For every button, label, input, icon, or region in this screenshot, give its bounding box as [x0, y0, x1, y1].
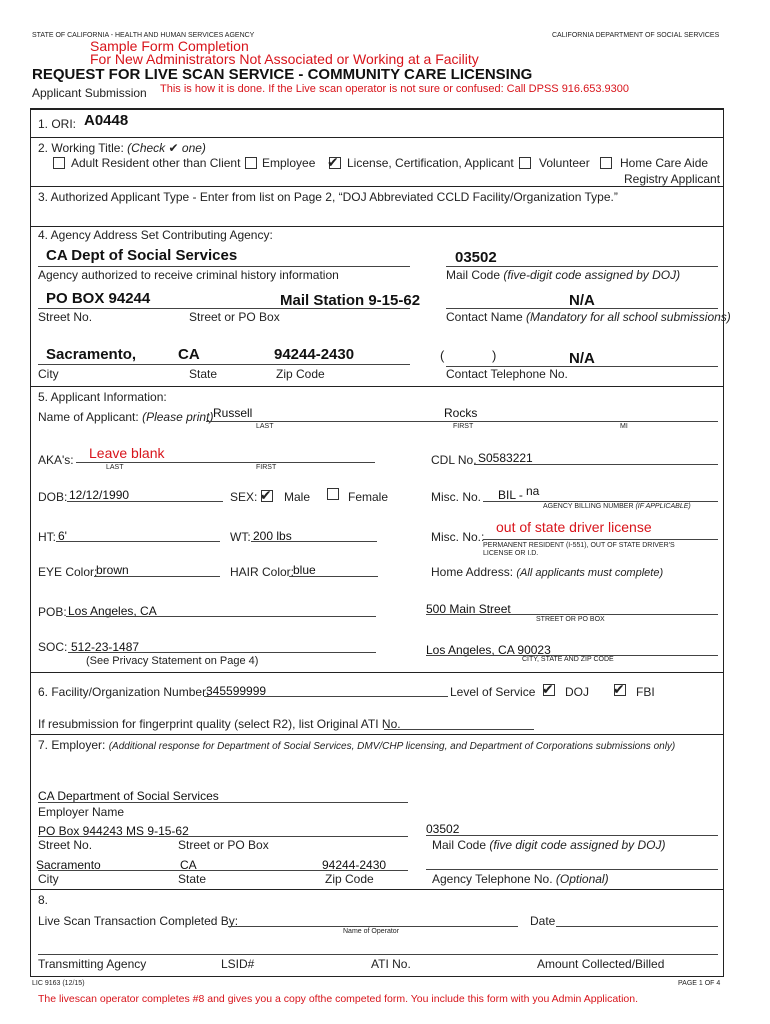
misc-billing-value[interactable]: na	[526, 484, 540, 498]
hair-line	[289, 576, 378, 577]
page-number: PAGE 1 OF 4	[678, 980, 721, 987]
divider	[30, 386, 723, 387]
option-license-applicant: License, Certification, Applicant	[347, 156, 514, 170]
employer-mail-code-line	[426, 835, 718, 836]
employer-zip-caption: Zip Code	[325, 872, 374, 886]
soc-line	[68, 652, 376, 653]
contact-name-line	[446, 308, 718, 309]
street-line	[38, 308, 410, 309]
ati-label: ATI No.	[371, 957, 411, 971]
city-line	[38, 364, 410, 365]
agency-name-caption: Agency authorized to receive criminal history information	[38, 268, 339, 282]
frame-right	[723, 108, 724, 976]
employer-zip-value[interactable]: 94244-2430	[322, 858, 387, 872]
checkbox-home-care-aide[interactable]	[600, 157, 612, 169]
divider	[30, 186, 723, 187]
phone-paren-open: (	[440, 348, 445, 363]
home-street-line	[426, 614, 718, 615]
operator-note: The livescan operator completes #8 and gives you a copy ofthe competed form. You include this form with you Admin Application.	[38, 993, 639, 1005]
amount-label: Amount Collected/Billed	[537, 957, 665, 971]
street-no-caption: Street No.	[38, 310, 93, 324]
cdl-line	[474, 464, 718, 465]
employer-mail-code-value[interactable]: 03502	[426, 822, 460, 836]
frame-left	[30, 108, 31, 976]
ori-label: 1. ORI:	[38, 117, 77, 131]
misc-billing-prefix: BIL -	[498, 488, 523, 502]
option-volunteer: Volunteer	[539, 156, 590, 170]
applicant-name-label: Name of Applicant: (Please print)	[38, 410, 214, 424]
pob-value[interactable]: Los Angeles, CA	[68, 604, 157, 618]
eye-line	[94, 576, 220, 577]
male-option: Male	[284, 490, 311, 504]
applicant-info-label: 5. Applicant Information:	[38, 390, 167, 404]
contact-phone-value[interactable]: N/A	[569, 350, 595, 367]
height-label: HT:	[38, 530, 56, 544]
employer-state-value[interactable]: CA	[180, 858, 197, 872]
agency-header-left: STATE OF CALIFORNIA - HEALTH AND HUMAN SERVICES AGENCY	[32, 32, 255, 39]
billing-number-caption: AGENCY BILLING NUMBER (IF APPLICABLE)	[543, 503, 691, 510]
divider	[30, 226, 723, 227]
frame-top	[30, 108, 723, 110]
city-value[interactable]: Sacramento,	[46, 346, 137, 363]
city-caption: City	[38, 367, 59, 381]
facility-number-value[interactable]: 345599999	[206, 684, 267, 698]
form-subtitle: Applicant Submission	[32, 86, 147, 100]
first-caption: FIRST	[453, 423, 474, 430]
sample-note-2: For New Administrators Not Associated or Working at a Facility	[90, 51, 479, 67]
home-address-label: Home Address: (All applicants must complete)	[431, 565, 664, 579]
form-number: LIC 9163 (12/15)	[32, 980, 85, 987]
employer-state-caption: State	[178, 872, 207, 886]
misc-billing-line	[483, 501, 718, 502]
resubmission-label: If resubmission for fingerprint quality (select R2), list Original ATI No.	[38, 717, 401, 731]
sample-note: Sample Form Completion	[90, 38, 249, 54]
permanent-resident-caption: PERMANENT RESIDENT (I-551), OUT OF STATE DRIVER'S	[483, 542, 675, 549]
last-caption: LAST	[256, 423, 274, 430]
operator-caption: Name of Operator	[343, 928, 400, 935]
eye-color-label: EYE Color:	[38, 565, 98, 579]
help-note: This is how it is done. If the Live scan operator is not sure or confused: Call DPSS 916.653.9300	[160, 83, 629, 95]
employer-name-value[interactable]: CA Department of Social Services	[38, 789, 219, 803]
mail-code-caption: Mail Code (five-digit code assigned by DOJ)	[446, 268, 681, 282]
employer-mail-code-caption: Mail Code (five digit code assigned by DOJ)	[432, 838, 666, 852]
pob-label: POB:	[38, 605, 67, 619]
home-city-value[interactable]: Los Angeles, CA 90023	[426, 643, 551, 657]
form-title: REQUEST FOR LIVE SCAN SERVICE - COMMUNITY CARE LICENSING	[32, 66, 533, 83]
divider	[30, 889, 723, 890]
checkbox-adult-resident[interactable]	[53, 157, 65, 169]
working-title-label: 2. Working Title: (Check ✔ one)	[38, 141, 206, 155]
divider	[30, 137, 723, 138]
employer-street-caption: Street No.	[38, 838, 93, 852]
pob-line	[66, 616, 376, 617]
employer-label: 7. Employer: (Additional response for Department of Social Services, DMV/CHP licensing, and Department of Corporations submissions only)	[38, 738, 676, 752]
checkbox-female[interactable]	[327, 488, 339, 500]
agency-name-line	[38, 266, 410, 267]
hair-color-label: HAIR Color:	[230, 565, 295, 579]
contact-name-value[interactable]: N/A	[569, 292, 595, 309]
fbi-option: FBI	[636, 685, 655, 699]
aka-last-caption: LAST	[106, 464, 124, 471]
employer-phone-line	[426, 869, 718, 870]
aka-line	[76, 462, 375, 463]
date-line	[556, 926, 718, 927]
aka-value[interactable]: Leave blank	[89, 445, 165, 461]
misc-no-2-value[interactable]: out of state driver license	[496, 519, 652, 535]
agency-address-label: 4. Agency Address Set Contributing Agency:	[38, 228, 273, 242]
contact-name-caption: Contact Name (Mandatory for all school submissions)	[446, 310, 731, 324]
hair-color-value[interactable]: blue	[293, 563, 316, 577]
eye-color-value[interactable]: brown	[96, 563, 129, 577]
zip-caption: Zip Code	[276, 367, 325, 381]
dob-label: DOB:	[38, 490, 68, 504]
cdl-label: CDL No.	[431, 453, 477, 467]
weight-value[interactable]: 200 lbs	[253, 529, 292, 543]
misc-no-2-line	[483, 539, 718, 540]
soc-label: SOC:	[38, 640, 68, 654]
completed-by-label: Live Scan Transaction Completed By:	[38, 914, 239, 928]
state-value[interactable]: CA	[178, 346, 200, 363]
home-street-value[interactable]: 500 Main Street	[426, 602, 511, 616]
last-name-value[interactable]: Russell	[213, 406, 253, 420]
soc-value[interactable]: 512-23-1487	[71, 640, 140, 654]
check-mark-icon: ✔	[327, 154, 339, 170]
aka-label: AKA's:	[38, 453, 74, 467]
operator-line	[228, 926, 518, 927]
employer-city-line	[38, 870, 408, 871]
date-label: Date	[530, 914, 556, 928]
check-mark-icon: ✔	[613, 681, 625, 697]
dob-value[interactable]: 12/12/1990	[69, 488, 130, 502]
height-line	[56, 541, 220, 542]
option-home-care-aide-line2: Registry Applicant	[624, 172, 721, 186]
employer-street-or-box-caption: Street or PO Box	[178, 838, 269, 852]
checkbox-volunteer[interactable]	[519, 157, 531, 169]
applicant-type-label: 3. Authorized Applicant Type - Enter from list on Page 2, “DOJ Abbreviated CCLD Facility/Organization Type.”	[38, 190, 618, 204]
city-state-zip-caption: CITY, STATE AND ZIP CODE	[522, 656, 614, 663]
transaction-line	[38, 954, 718, 955]
height-value[interactable]: 6'	[58, 529, 67, 543]
option-home-care-aide: Home Care Aide	[620, 156, 709, 170]
check-mark-icon: ✔	[260, 487, 272, 503]
level-of-service-label: Level of Service	[450, 685, 536, 699]
option-adult-resident: Adult Resident other than Client	[71, 156, 241, 170]
option-employee: Employee	[262, 156, 316, 170]
mail-code-value[interactable]: 03502	[455, 249, 497, 266]
dob-line	[67, 501, 223, 502]
facility-number-label: 6. Facility/Organization Number:	[38, 685, 210, 699]
phone-paren-close: )	[492, 348, 497, 363]
weight-label: WT:	[230, 530, 251, 544]
mi-caption: MI	[620, 423, 628, 430]
resubmission-line	[384, 729, 534, 730]
state-caption: State	[189, 367, 218, 381]
ori-value[interactable]: A0448	[84, 112, 129, 129]
employer-city-caption: City	[38, 872, 59, 886]
street-caption: STREET OR PO BOX	[536, 616, 605, 623]
first-name-value[interactable]: Rocks	[444, 406, 478, 420]
divider	[30, 672, 723, 673]
facility-line	[204, 696, 448, 697]
female-option: Female	[348, 490, 389, 504]
employer-name-caption: Employer Name	[38, 805, 125, 819]
employer-street-value[interactable]: PO Box 944243 MS 9-15-62	[38, 824, 189, 838]
employer-city-value[interactable]: Sacramento	[36, 858, 101, 872]
checkbox-employee[interactable]	[245, 157, 257, 169]
agency-header-right: CALIFORNIA DEPARTMENT OF SOCIAL SERVICES	[552, 32, 720, 39]
divider	[30, 734, 723, 735]
street-or-box-value[interactable]: Mail Station 9-15-62	[280, 292, 421, 309]
zip-value[interactable]: 94244-2430	[274, 346, 355, 363]
mail-code-line	[446, 266, 718, 267]
license-id-caption: LICENSE OR I.D.	[483, 550, 539, 557]
phone-caption: Contact Telephone No.	[446, 367, 568, 381]
misc-no-label: Misc. No.	[431, 490, 482, 504]
agency-name-value[interactable]: CA Dept of Social Services	[46, 247, 238, 264]
street-no-value[interactable]: PO BOX 94244	[46, 290, 151, 307]
weight-line	[251, 541, 377, 542]
aka-first-caption: FIRST	[256, 464, 277, 471]
street-or-box-caption: Street or PO Box	[189, 310, 280, 324]
check-mark-icon: ✔	[542, 681, 554, 697]
employer-name-line	[38, 802, 408, 803]
misc-no-2-label: Misc. No.:	[431, 530, 485, 544]
name-line	[206, 421, 718, 422]
section-8-label: 8.	[38, 893, 49, 907]
cdl-value[interactable]: S0583221	[478, 451, 533, 465]
privacy-note: (See Privacy Statement on Page 4)	[86, 655, 259, 667]
sex-label: SEX:	[230, 490, 258, 504]
doj-option: DOJ	[565, 685, 589, 699]
transmitting-agency-label: Transmitting Agency	[38, 957, 147, 971]
frame-bottom	[30, 976, 724, 977]
employer-phone-caption: Agency Telephone No. (Optional)	[432, 872, 609, 886]
employer-street-line	[38, 836, 408, 837]
lsid-label: LSID#	[221, 957, 255, 971]
